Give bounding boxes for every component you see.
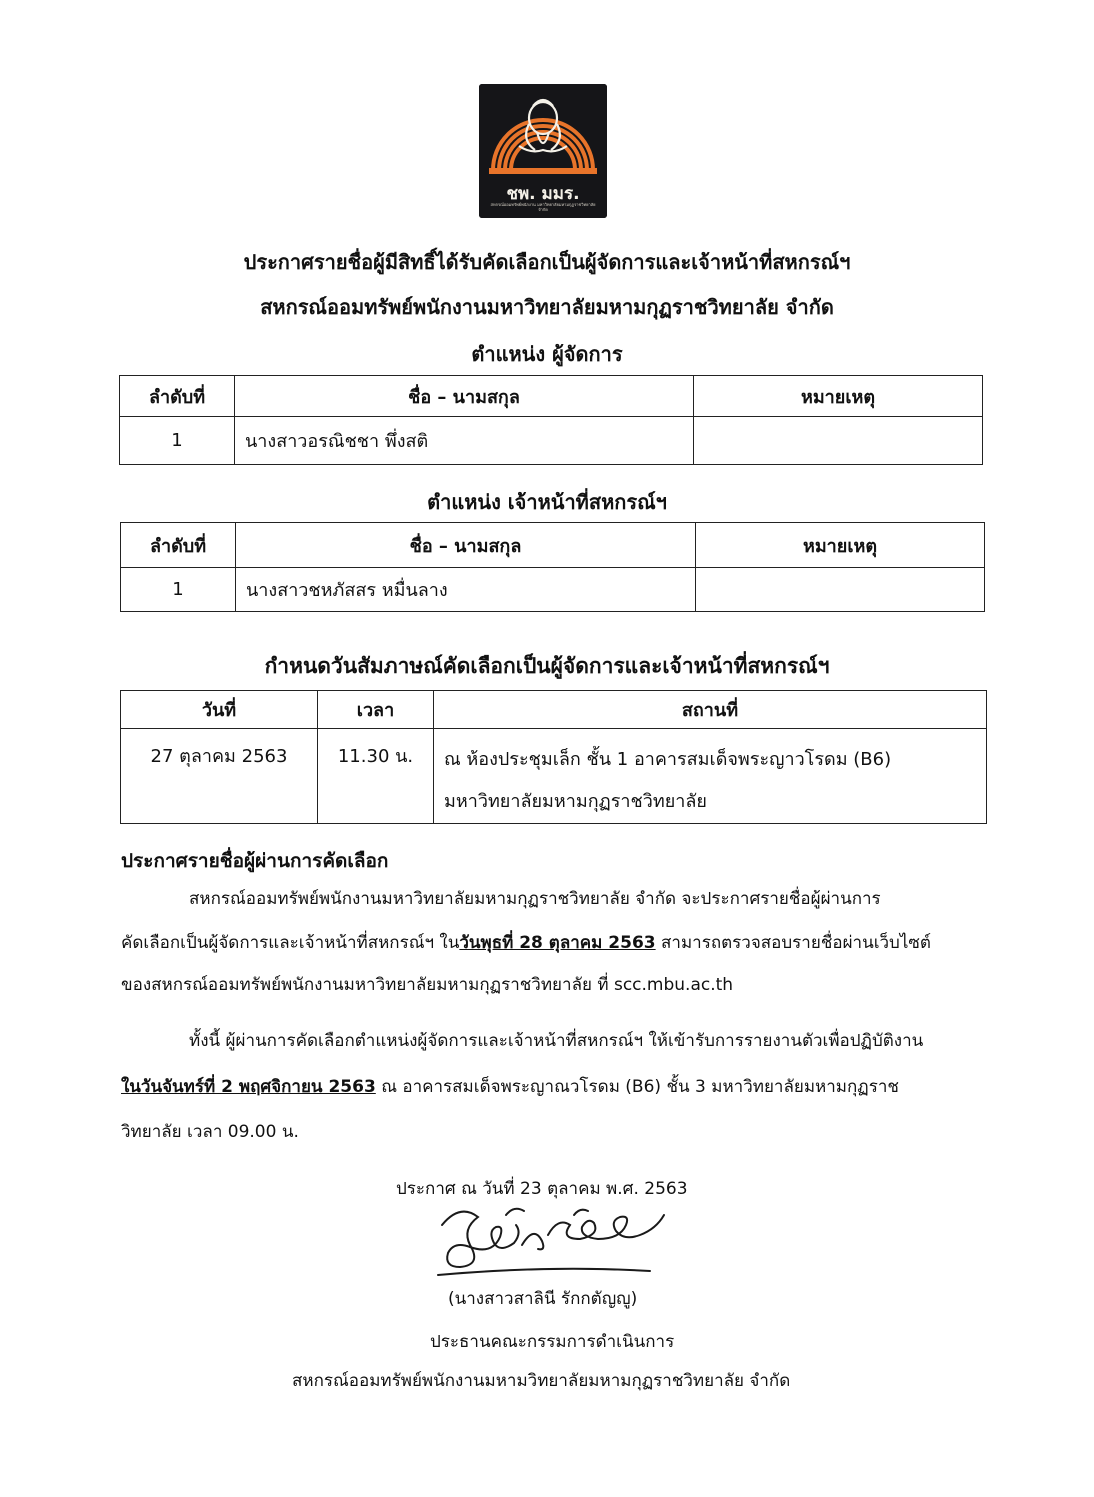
p1-line2-text-a: คัดเลือกเป็นผู้จัดการและเจ้าหน้าที่สหกรณ์ฯ ใน [121, 933, 460, 953]
signature-icon [430, 1195, 680, 1290]
column-header-time: เวลา [318, 691, 434, 729]
interview-title: กำหนดวันสัมภาษณ์คัดเลือกเป็นผู้จัดการและเจ้าหน้าที่สหกรณ์ฯ [264, 654, 830, 678]
column-header-place: สถานที่ [434, 691, 987, 729]
row-no: 1 [120, 417, 235, 465]
column-header-name: ชื่อ – นามสกุล [236, 523, 696, 568]
column-header-date: วันที่ [121, 691, 318, 729]
row-note [694, 417, 983, 465]
announcement-heading: ประกาศรายชื่อผู้ผ่านการคัดเลือก [121, 850, 389, 872]
interview-place-line1: ณ ห้องประชุมเล็ก ชั้น 1 อาคารสมเด็จพระญาวโรดม (B6) [444, 749, 892, 770]
announcement-date-line: ประกาศ ณ วันที่ 23 ตุลาคม พ.ศ. 2563 [396, 1179, 688, 1199]
p1-line2-text-b: สามารถตรวจสอบรายชื่อผ่านเว็บไซต์ [655, 933, 931, 953]
row-no: 1 [121, 568, 236, 612]
manager-section-title: ตำแหน่ง ผู้จัดการ [471, 342, 623, 366]
announcement-p1-line2 [121, 932, 931, 954]
row-name: นางสาวอรณิชชา พึ่งสติ [235, 417, 694, 465]
table-row [121, 729, 987, 824]
column-header-note: หมายเหตุ [694, 376, 983, 417]
table-header-row [120, 376, 983, 417]
interview-place [434, 729, 987, 824]
manager-table [119, 375, 983, 465]
interview-place-line2: มหาวิทยาลัยมหามกุฏราชวิทยาลัย [444, 791, 707, 812]
row-note [696, 568, 985, 612]
document-title: ประกาศรายชื่อผู้มีสิทธิ์ได้รับคัดเลือกเป็นผู้จัดการและเจ้าหน้าที่สหกรณ์ฯ [243, 250, 851, 274]
announcement-p2-line1: ทั้งนี้ ผู้ผ่านการคัดเลือกตำแหน่งผู้จัดการและเจ้าหน้าที่สหกรณ์ฯ ให้เข้ารับการรายงานตัวเพื่อปฏิบัติงาน [189, 1031, 924, 1051]
interview-date: 27 ตุลาคม 2563 [121, 729, 318, 824]
staff-section-title: ตำแหน่ง เจ้าหน้าที่สหกรณ์ฯ [427, 490, 667, 514]
interview-table [120, 690, 987, 824]
column-header-no: ลำดับที่ [120, 376, 235, 417]
logo-subtext: สหกรณ์ออมทรัพย์พนักงาน มหาวิทยาลัยมหามกุฏราชวิทยาลัย จำกัด [490, 202, 596, 212]
coop-logo [479, 84, 607, 218]
organization-title: สหกรณ์ออมทรัพย์พนักงานมหาวิทยาลัยมหามกุฏราชวิทยาลัย จำกัด [260, 295, 834, 319]
column-header-no: ลำดับที่ [121, 523, 236, 568]
table-header-row [121, 691, 987, 729]
interview-time: 11.30 น. [318, 729, 434, 824]
staff-table [120, 522, 985, 612]
table-row [121, 568, 985, 612]
table-header-row [121, 523, 985, 568]
signer-name: (นางสาวสาลินี รักกตัญญู) [448, 1289, 638, 1309]
logo-text: ชพ. มมร. [506, 184, 580, 204]
announcement-p2-line2 [121, 1076, 899, 1098]
p2-line2-text-b: ณ อาคารสมเด็จพระญาณวโรดม (B6) ชั้น 3 มหาวิทยาลัยมหามกุฏราช [375, 1077, 899, 1097]
announcement-p2-line3: วิทยาลัย เวลา 09.00 น. [121, 1122, 299, 1142]
announce-date: วันพุธที่ 28 ตุลาคม 2563 [459, 933, 656, 953]
column-header-note: หมายเหตุ [696, 523, 985, 568]
column-header-name: ชื่อ – นามสกุล [235, 376, 694, 417]
signer-position: ประธานคณะกรรมการดำเนินการ [430, 1332, 675, 1352]
announcement-p1-line1: สหกรณ์ออมทรัพย์พนักงานมหาวิทยาลัยมหามกุฏราชวิทยาลัย จำกัด จะประกาศรายชื่อผู้ผ่านการ [189, 889, 881, 909]
report-date: ในวันจันทร์ที่ 2 พฤศจิกายน 2563 [121, 1077, 376, 1097]
announcement-p1-line3: ของสหกรณ์ออมทรัพย์พนักงานมหาวิทยาลัยมหามกุฏราชวิทยาลัย ที่ scc.mbu.ac.th [121, 975, 734, 995]
table-row [120, 417, 983, 465]
signer-organization: สหกรณ์ออมทรัพย์พนักงานมหามวิทยาลัยมหามกุฏราชวิทยาลัย จำกัด [292, 1371, 791, 1391]
row-name: นางสาวชหภัสสร หมื่นลาง [236, 568, 696, 612]
